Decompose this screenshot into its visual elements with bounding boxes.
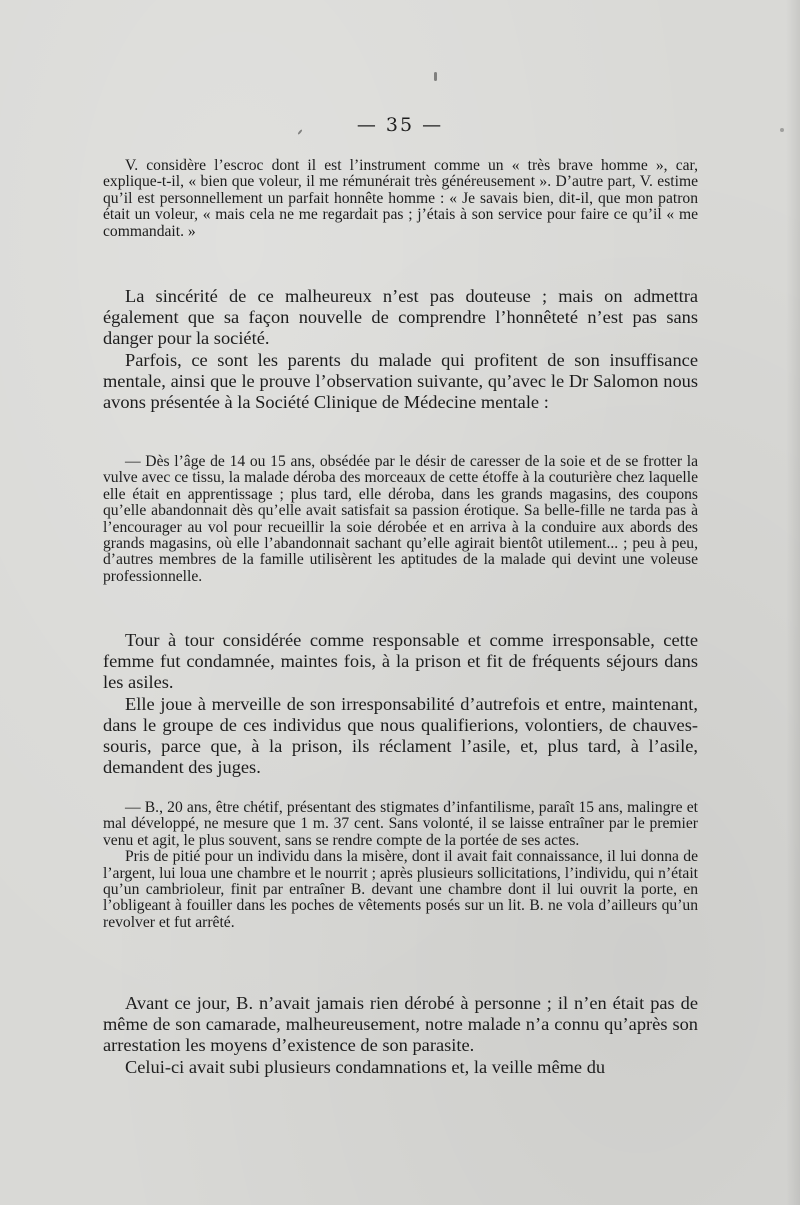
body-paragraph: Elle joue à merveille de son irresponsabilité d’autrefois et entre, maintenant, dans le groupe de ces individus que nous qualifierions, volontiers, de chauves-souris, parce que, à la prison, ils réclament l’asile, et, plus tard, à l’asile, demandent des juges. [103, 693, 698, 778]
body-paragraph: La sincérité de ce malheureux n’est pas douteuse ; mais on admettra également que sa façon nouvelle de comprendre l’honnêteté n’est pas sans danger pour la société. [103, 286, 698, 349]
quote-paragraph: — Dès l’âge de 14 ou 15 ans, obsédée par le désir de caresser de la soie et de se frotter la vulve avec ce tissu, la malade déroba des morceaux de cette étoffe à la couturière chez laquelle elle était en apprentissage ; plus tard, elle déroba, dans les grands magasins, des coupons qu’elle abandonnait dès qu’elle avait satisfait sa passion érotique. Sa belle-fille ne tarda pas à l’encourager au vol pour recueillir la soie dérobée et en arriva à la conduire aux abords des grands magasins, où elle l’abandonnait sachant qu’elle agirait bientôt utilement... ; peu à peu, d’autres membres de la famille utilisèrent les aptitudes de la malade qui devint une voleuse professionnelle. [103, 453, 698, 585]
page-edge-shadow [786, 0, 800, 1205]
quote-paragraph: V. considère l’escroc dont il est l’instrument comme un « très brave homme », car, explique-t-il, « bien que voleur, il me rémunérait très généreusement ». D’autre part, V. estime qu’il est personnellement un parfait honnête homme : « Je savais bien, dit-il, que mon patron était un voleur, « mais cela ne me regardait pas ; j’étais à son service pour faire ce qu’il « me commandait. » [103, 157, 698, 240]
body-text-block-1 [103, 286, 698, 413]
body-text-block-3 [103, 993, 698, 1078]
body-paragraph: Avant ce jour, B. n’avait jamais rien dérobé à personne ; il n’en était pas de même de son camarade, malheureusement, notre malade n’a connu qu’après son arrestation les moyens d’existence de son parasite. [103, 993, 698, 1056]
quote-paragraph: Pris de pitié pour un individu dans la misère, dont il avait fait connaissance, il lui donna de l’argent, lui loua une chambre et le nourrit ; après plusieurs sollicitations, l’individu, qui n’était qu’un cambrioleur, finit par entraîner B. devant une chambre dont il lui ouvrit la porte, en l’obligeant à fouiller dans les poches de vêtements posés sur un lit. B. ne vola d’ailleurs qu’un revolver et fut arrêté. [103, 848, 698, 931]
body-text-block-2 [103, 630, 698, 778]
page-number: — 35 — [356, 114, 444, 136]
paper-speck [434, 72, 437, 81]
case-observation-b [103, 800, 698, 931]
body-paragraph: Parfois, ce sont les parents du malade qui profitent de son insuffisance mentale, ainsi que le prouve l’observation suivante, qu’avec le Dr Salomon nous avons présentée à la Société Clinique de Médecine mentale : [103, 349, 698, 413]
quote-paragraph: — B., 20 ans, être chétif, présentant des stigmates d’infantilisme, paraît 15 ans, malingre et mal développé, ne mesure que 1 m. 37 cent. Sans volonté, il se laisse entraîner par le premier venu et agit, le plus souvent, sans se rendre compte de la portée de ses actes. [103, 799, 698, 849]
body-paragraph: Celui-ci avait subi plusieurs condamnations et, la veille même du [125, 1056, 606, 1077]
case-quote-v [103, 158, 698, 240]
body-paragraph: Tour à tour considérée comme responsable et comme irresponsable, cette femme fut condamnée, maintes fois, à la prison et fit de fréquents séjours dans les asiles. [103, 630, 698, 693]
case-observation-silk [103, 454, 698, 585]
